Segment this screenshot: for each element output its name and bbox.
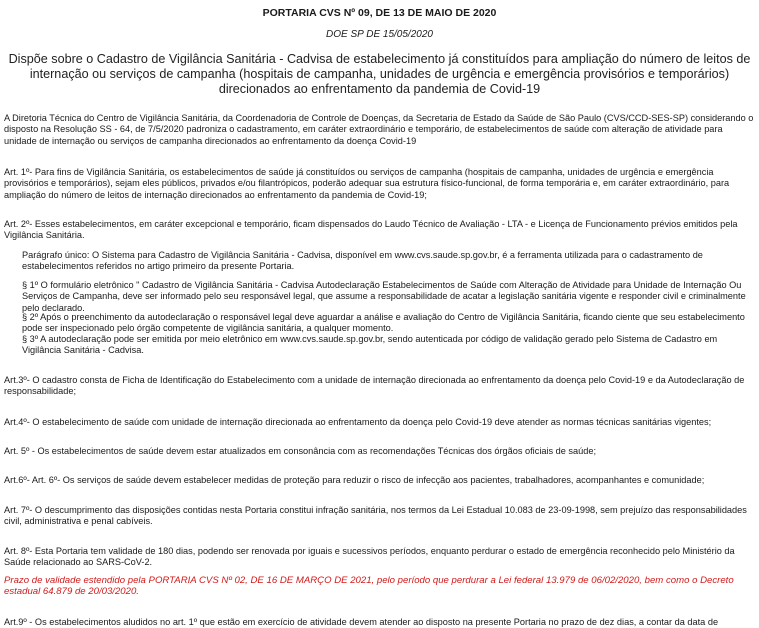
article-1: Art. 1º- Para fins de Vigilância Sanitária, os estabelecimentos de saúde já constituídos ou serviços de campanha (hospitais de campanha, unidades de urgência e emergência provisórios e temporários), sejam eles públicos, privados e/ou filantrópicos, poderão adequar sua estrutura físico-funcional, de forma temporária e, em caráter extraordinário, para ampliação do número de leitos de internação direcionados ao enfrentamento da pandemia de Covid-19; <box>4 167 730 200</box>
section-1: § 1º O formulário eletrônico " Cadastro de Vigilância Sanitária - Cadvisa Autodeclaração Estabelecimentos de Saúde com Alteração de Atividade para Unidade de Internação Ou Serviços de Campanha, deve ser informado pelo seu responsável legal, que assume a responsabilidade de acatar a legislação sanitária vigente e responder civil e criminalmente pelo declarado. <box>22 280 746 313</box>
ementa-summary: Dispõe sobre o Cadastro de Vigilância Sanitária - Cadvisa de estabelecimento já constituídos para ampliação do número de leitos de internação ou serviços de campanha (hospitais de campanha, unidades de urgência e emergência provisórios e temporários) direcionados ao enfrentamento da pandemia de Covid-19 <box>8 52 751 96</box>
validity-extension-note: Prazo de validade estendido pela PORTARIA CVS Nº 02, DE 16 DE MARÇO DE 2021, pelo período que perdurar a Lei federal 13.979 de 06/02/2020, bem como o Decreto estadual 64.879 de 20/03/2020. <box>4 575 734 598</box>
page-title: PORTARIA CVS Nº 09, DE 13 DE MAIO DE 2020 <box>262 7 497 19</box>
article-2: Art. 2º- Esses estabelecimentos, em caráter excepcional e temporário, ficam dispensados do Laudo Técnico de Avaliação - LTA - e Licença de Funcionamento prévios emitidos pela Vigilância Sanitária. <box>4 219 738 241</box>
preamble-paragraph: A Diretoria Técnica do Centro de Vigilância Sanitária, da Coordenadoria de Controle de Doenças, da Secretaria de Estado da Saúde de São Paulo (CVS/CCD-SES-SP) considerando o disposto na Resolução SS - 64, de 7/5/2020 padroniza o cadastramento, em caráter extraordinário e temporário, de estabelecimentos de saúde com alteração de atividade para unidade de internação ou serviços de campanha direcionados ao enfrentamento da doença Covid-19 <box>4 113 754 146</box>
paragrafo-unico: Parágrafo único: O Sistema para Cadastro de Vigilância Sanitária - Cadvisa, disponível em www.cvs.saude.sp.gov.br, é a ferramenta utilizada para o cadastramento de estabelecimentos referidos no artigo primeiro da presente Portaria. <box>22 250 703 272</box>
section-2: § 2º Após o preenchimento da autodeclaração o responsável legal deve aguardar a análise e avaliação do Centro de Vigilância Sanitária, ficando ciente que seu estabelecimento pode ser inspecionado pelo órgão competente de vigilância sanitária, a qualquer momento. <box>22 312 745 334</box>
article-9-partial: Art.9º - Os estabelecimentos aludidos no art. 1º que estão em exercício de atividade devem atender ao disposto na presente Portaria no prazo de dez dias, a contar da data de <box>4 617 719 627</box>
article-4: Art.4º- O estabelecimento de saúde com unidade de internação direcionada ao enfrentamento da doença pelo Covid-19 deve atender as normas técnicas sanitárias vigentes; <box>4 417 712 427</box>
section-3: § 3º A autodeclaração pode ser emitida por meio eletrônico em www.cvs.saude.sp.gov.br, sendo autenticada por código de validação gerado pelo Sistema de Cadastro em Vigilância Sanitária - Cadvisa. <box>22 334 718 356</box>
article-5: Art. 5º - Os estabelecimentos de saúde devem estar atualizados em consonância com as recomendações Técnicas dos órgãos oficiais de saúde; <box>4 446 597 456</box>
article-8: Art. 8º- Esta Portaria tem validade de 180 dias, podendo ser renovada por iguais e sucessivos períodos, enquanto perdurar o estado de emergência reconhecido pelo Ministério da Saúde relacionado ao SARS-CoV-2. <box>4 546 735 568</box>
publication-date: DOE SP DE 15/05/2020 <box>326 29 433 40</box>
article-3: Art.3º- O cadastro consta de Ficha de Identificação do Estabelecimento com a unidade de internação direcionada ao enfrentamento da doença pelo Covid-19 e da Autodeclaração de responsabilidade; <box>4 375 745 397</box>
article-7: Art. 7º- O descumprimento das disposições contidas nesta Portaria constitui infração sanitária, nos termos da Lei Estadual 10.083 de 23-09-1998, sem prejuízo das responsabilidades civil, administrativa e penal cabíveis. <box>4 505 747 527</box>
article-6: Art.6º- Art. 6º- Os serviços de saúde devem estabelecer medidas de proteção para reduzir o risco de infecção aos pacientes, trabalhadores, acompanhantes e comunidade; <box>4 475 705 485</box>
